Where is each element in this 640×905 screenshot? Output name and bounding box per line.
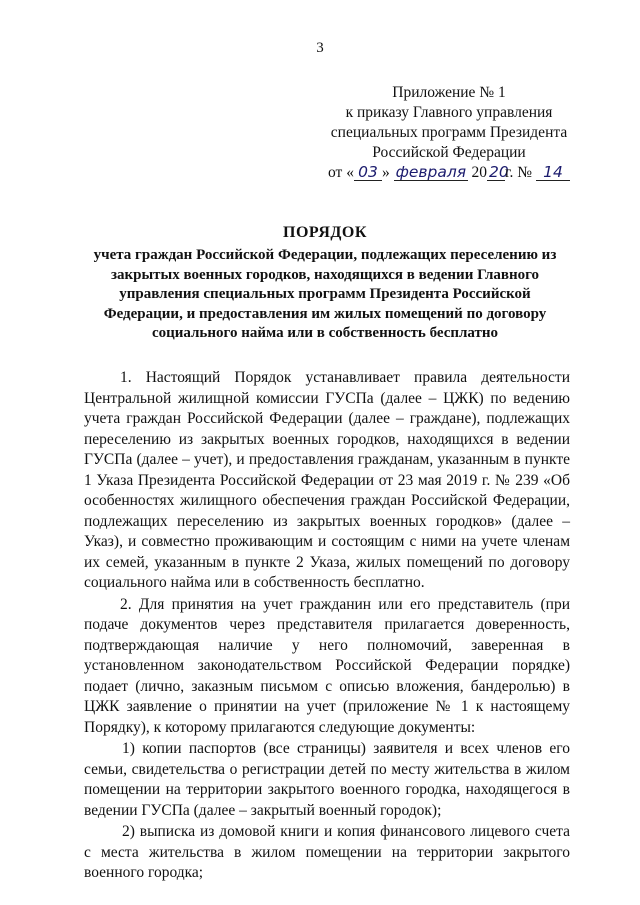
order-date-line	[318, 163, 580, 183]
date-close-quote: »	[381, 164, 390, 181]
appendix-line-2: к приказу Главного управления	[345, 104, 553, 121]
list-item-1: 1) копии паспортов (все страницы) заявителя и всех членов его семьи, свидетельства о регистрации детей по месту жительства в жилом помещении на территории закрытого военного городка, находящегося в ведении ГУСПа (далее – закрытый военный городок);	[84, 740, 570, 819]
handwritten-order-number: 14	[536, 164, 570, 181]
handwritten-day: 03	[354, 164, 382, 181]
appendix-line-3: специальных программ Президента	[330, 124, 568, 141]
year-label: г. №	[504, 164, 533, 181]
year-prefix: 20	[471, 164, 487, 181]
appendix-line-1: Приложение № 1	[392, 84, 506, 101]
paragraph-1: 1. Настоящий Порядок устанавливает правила деятельности Центральной жилищной комиссии ГУСПа (далее – ЦЖК) по ведению учета граждан Российской Федерации (далее – граждане), подлежащих переселению из закрытых военных городков, находящихся в ведении ГУСПа (далее – учет), и предоставления гражданам, указанным в пункте 1 Указа Президента Российской Федерации от 23 мая 2019 г. № 239 «Об особенностях жилищного обеспечения граждан Российской Федерации, подлежащих переселению из закрытых военных городков» (далее – Указ), и совместно проживающим и состоящим с ними на учете членам их семей, указанным в пункте 2 Указа, жилых помещений по договору социального найма или в собственность бесплатно.	[84, 369, 570, 591]
handwritten-month: февраля	[395, 163, 467, 181]
list-item-2: 2) выписка из домовой книги и копия финансового лицевого счета с места жительства в жилом помещении на территории закрытого военного городка;	[84, 823, 570, 881]
paragraph-2: 2. Для принятия на учет гражданин или его представитель (при подаче документов через представителя прилагается доверенность, подтверждающая наличие у него полномочий, заверенная в установленном законодательством Российской Федерации порядке) подает (лично, заказным письмом с описью вложения, бандеролью) в ЦЖК заявление о принятии на учет (приложение № 1 к настоящему Порядку), к которому прилагаются следующие документы:	[84, 595, 570, 736]
appendix-line-4: Российской Федерации	[372, 144, 526, 161]
page-number: 3	[316, 40, 324, 56]
appendix-header	[318, 83, 580, 183]
handwritten-year: 20	[488, 163, 509, 181]
date-prefix: от «	[328, 164, 354, 181]
document-title: ПОРЯДОК	[283, 224, 367, 241]
document-title-block	[80, 224, 570, 344]
document-subtitle: учета граждан Российской Федерации, подлежащих переселению из закрытых военных городков, находящихся в ведении Главного управления специальных программ Президента Российской Федерации, и предоставления им жилых помещений по договору социального найма или в собственность бесплатно	[93, 247, 557, 341]
document-body	[84, 368, 570, 884]
